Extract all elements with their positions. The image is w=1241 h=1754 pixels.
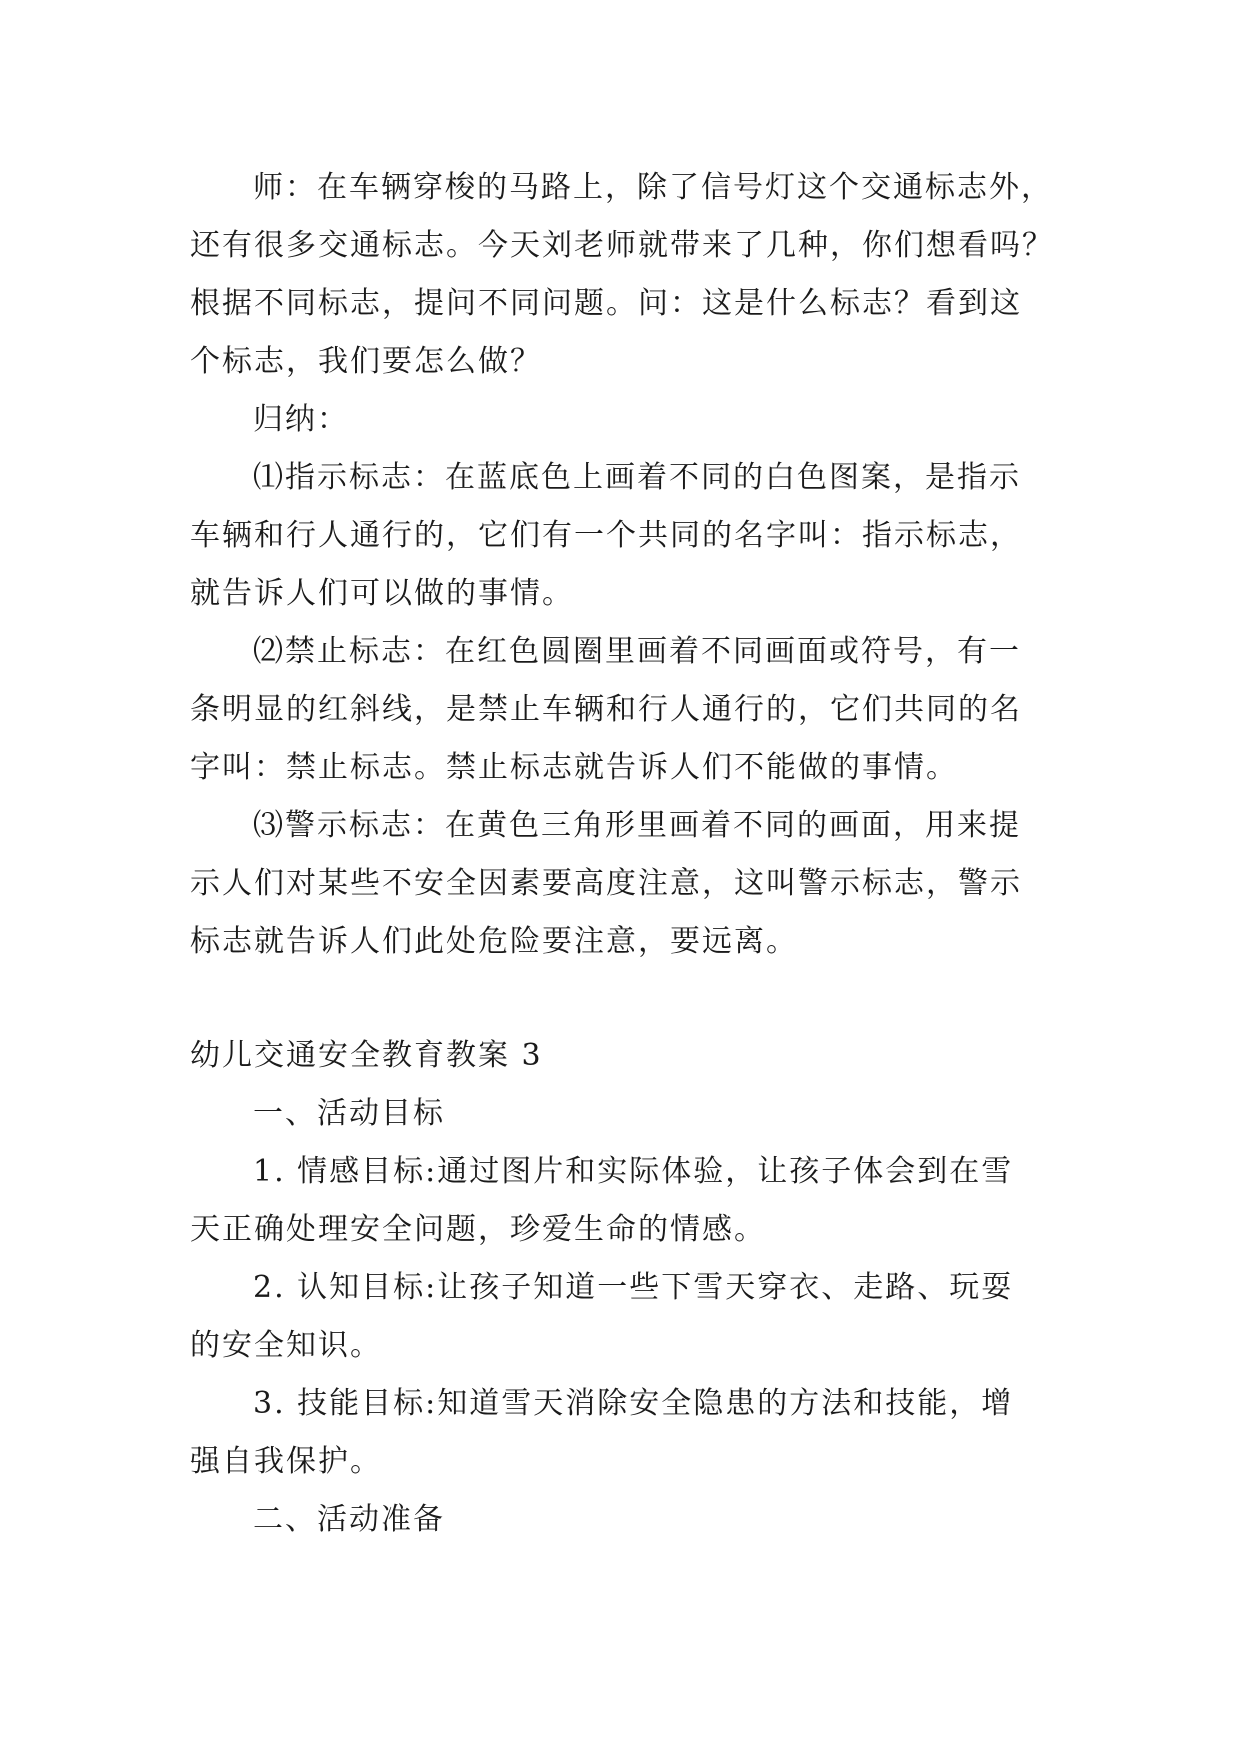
teacher-line-1: 师：在车辆穿梭的马路上，除了信号灯这个交通标志外， bbox=[253, 170, 1053, 205]
item-1-line-1: ⑴指示标志：在蓝底色上画着不同的白色图案，是指示 bbox=[253, 460, 1021, 495]
teacher-line-3: 根据不同标志，提问不同问题。问：这是什么标志？看到这 bbox=[190, 286, 1022, 321]
section-title: 幼儿交通安全教育教案 3 bbox=[190, 1038, 543, 1073]
goal-3-line-1: 3. 技能目标:知道雪天消除安全隐患的方法和技能，增 bbox=[253, 1386, 1014, 1421]
teacher-line-4: 个标志，我们要怎么做？ bbox=[190, 344, 542, 379]
item-3-line-3: 标志就告诉人们此处危险要注意，要远离。 bbox=[190, 924, 798, 959]
goal-2-line-2: 的安全知识。 bbox=[190, 1328, 382, 1363]
summary-label: 归纳： bbox=[253, 402, 349, 437]
item-1-line-3: 就告诉人们可以做的事情。 bbox=[190, 576, 574, 611]
heading-activity-prep: 二、活动准备 bbox=[253, 1502, 445, 1537]
goal-1-line-2: 天正确处理安全问题，珍爱生命的情感。 bbox=[190, 1212, 766, 1247]
item-2-line-1: ⑵禁止标志：在红色圆圈里画着不同画面或符号，有一 bbox=[253, 634, 1021, 669]
goal-1-line-1: 1. 情感目标:通过图片和实际体验，让孩子体会到在雪 bbox=[253, 1154, 1014, 1189]
teacher-line-2: 还有很多交通标志。今天刘老师就带来了几种，你们想看吗？ bbox=[190, 228, 1054, 263]
goal-3-line-2: 强自我保护。 bbox=[190, 1444, 382, 1479]
item-3-line-1: ⑶警示标志：在黄色三角形里画着不同的画面，用来提 bbox=[253, 808, 1021, 843]
item-3-line-2: 示人们对某些不安全因素要高度注意，这叫警示标志，警示 bbox=[190, 866, 1022, 901]
heading-activity-goals: 一、活动目标 bbox=[253, 1096, 445, 1131]
item-1-line-2: 车辆和行人通行的，它们有一个共同的名字叫：指示标志， bbox=[190, 518, 1022, 553]
item-2-line-3: 字叫：禁止标志。禁止标志就告诉人们不能做的事情。 bbox=[190, 750, 958, 785]
goal-2-line-1: 2. 认知目标:让孩子知道一些下雪天穿衣、走路、玩耍 bbox=[253, 1270, 1014, 1305]
item-2-line-2: 条明显的红斜线，是禁止车辆和行人通行的，它们共同的名 bbox=[190, 692, 1022, 727]
